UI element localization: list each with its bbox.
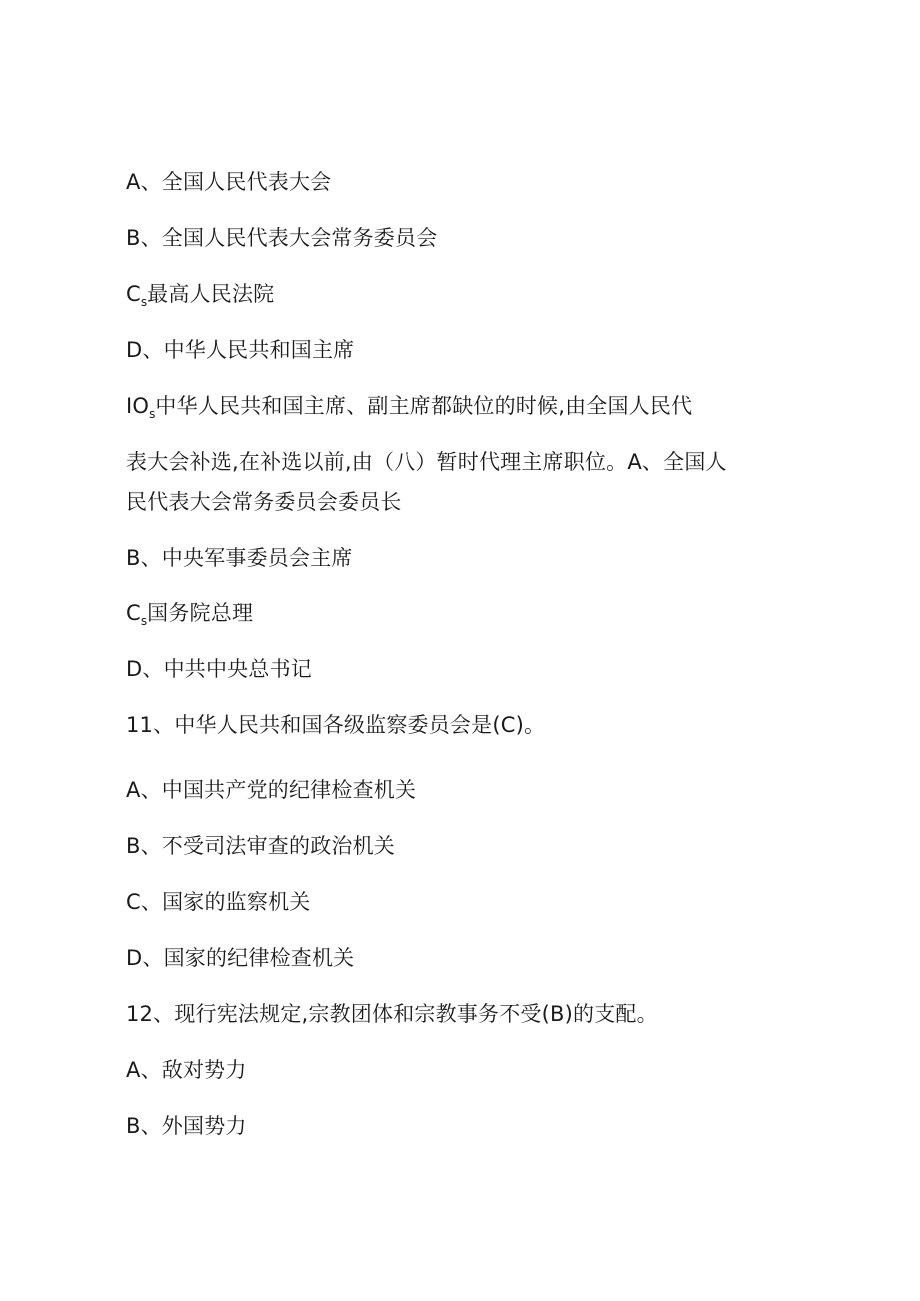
- option-b-cmc-chairman: B、中央军事委员会主席: [126, 546, 353, 570]
- option-letter: C: [126, 282, 141, 306]
- question-10-line-2: 表大会补选,在补选以前,由（八）暂时代理主席职位。A、全国人: [126, 450, 727, 474]
- question-text: 中华人民共和国主席、副主席都缺位的时候,由全国人民代: [155, 394, 693, 418]
- option-b-npc-standing-committee: B、全国人民代表大会常务委员会: [126, 226, 438, 250]
- question-11: 11、中华人民共和国各级监察委员会是(C)。: [126, 713, 546, 737]
- option-subscript: s: [140, 614, 148, 628]
- question-number: IO: [126, 394, 150, 418]
- option-c-supreme-court: [126, 281, 274, 315]
- option-b-political-organ: B、不受司法审查的政治机关: [126, 834, 396, 858]
- question-12: 12、现行宪法规定,宗教团体和宗教事务不受(B)的支配。: [126, 1002, 658, 1026]
- option-text: 国务院总理: [147, 601, 254, 625]
- question-subscript: s: [149, 407, 156, 421]
- option-d-president: D、中华人民共和国主席: [126, 338, 355, 362]
- option-a-discipline-organ: A、中国共产党的纪律检查机关: [126, 778, 417, 802]
- option-c-premier: [126, 600, 253, 634]
- option-a-npc: A、全国人民代表大会: [126, 170, 332, 194]
- option-subscript: s: [140, 295, 148, 309]
- option-letter: C: [126, 601, 141, 625]
- question-10-line-1: [126, 393, 692, 427]
- option-b-foreign-forces: B、外国势力: [126, 1114, 247, 1138]
- option-c-supervisory-organ: C、国家的监察机关: [126, 890, 311, 914]
- option-a-hostile-forces: A、敌对势力: [126, 1058, 247, 1082]
- option-d-general-secretary: D、中共中央总书记: [126, 657, 312, 681]
- option-d-discipline-inspection: D、国家的纪律检查机关: [126, 946, 355, 970]
- option-text: 最高人民法院: [147, 282, 275, 306]
- question-10-line-3: 民代表大会常务委员会委员长: [126, 490, 402, 514]
